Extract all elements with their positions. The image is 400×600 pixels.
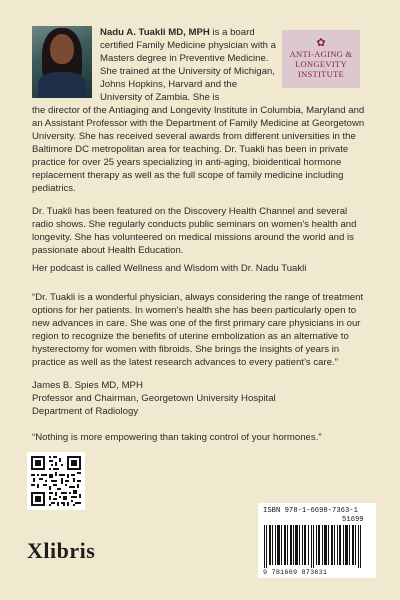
author-bio-intro (100, 26, 278, 104)
author-bio-continued: the director of the Antiaging and Longevity Institute in Columbia, Maryland and an Assistant Professor with the Department of Family Medicine at Georgetown University. She has received several awards from different universities in the Baltimore DC metropolitan area for teaching. Dr. Tuakli has been in private practice for over 25 years specializing in anti-aging, bioidentical hormone replacement therapy as well as the full scope of family medicine including pediatrics. (32, 105, 365, 194)
signature-name: James B. Spies MD, MPH (32, 380, 143, 391)
media-paragraph: Dr. Tuakli has been featured on the Discovery Health Channel and several radio shows. She regularly conducts public seminars on women's health and longevity. She has volunteered on medical missions around the world and is passionate about Health Education. (32, 206, 357, 256)
logo-line-1: ANTI-AGING & (289, 49, 353, 59)
flower-icon: ✿ (316, 37, 326, 49)
author-name: Nadu A. Tuakli MD, MPH (100, 27, 210, 38)
face-shape (50, 34, 74, 64)
testimonial-signature (32, 379, 368, 418)
author-bio-right-text: is a board certified Family Medicine physician with a Masters degree in Preventive Medicine. She trained at the University of Michigan, Johns Hopkins, Harvard and the University of Zambia. She is (100, 27, 276, 103)
barcode-bars-icon (262, 525, 372, 568)
publisher-logo: Xlibris (27, 538, 96, 563)
author-photo (32, 26, 92, 98)
qr-code-icon (27, 452, 85, 510)
podcast-paragraph: Her podcast is called Wellness and Wisdom with Dr. Nadu Tuakli (32, 263, 307, 274)
logo-line-3: INSTITUTE (297, 69, 345, 79)
isbn-barcode (258, 503, 376, 578)
scarf-shape (38, 72, 86, 98)
signature-title: Professor and Chairman, Georgetown University Hospital (32, 393, 276, 404)
price-code: 51699 (342, 516, 364, 524)
barcode-digits: 9 781669 873631 (263, 569, 328, 577)
closing-quote: “Nothing is more empowering than taking control of your hormones.” (32, 432, 322, 443)
testimonial-quote: “Dr. Tuakli is a wonderful physician, always considering the range of treatment options for her patients. In women’s health she has been particularly open to new advances in care. She was one of the first primary care physicians in our region to recognize the benefits of uterine embolization as an alternative to hysterectomy for women with fibroids. She brings the insights of years in practice as well as the latest research advances to every patient’s care.” (32, 292, 364, 368)
isbn-label: ISBN 978-1-6698-7363-1 (263, 507, 358, 515)
institute-logo (282, 30, 360, 88)
logo-line-2: LONGEVITY (295, 59, 347, 69)
signature-department: Department of Radiology (32, 406, 139, 417)
